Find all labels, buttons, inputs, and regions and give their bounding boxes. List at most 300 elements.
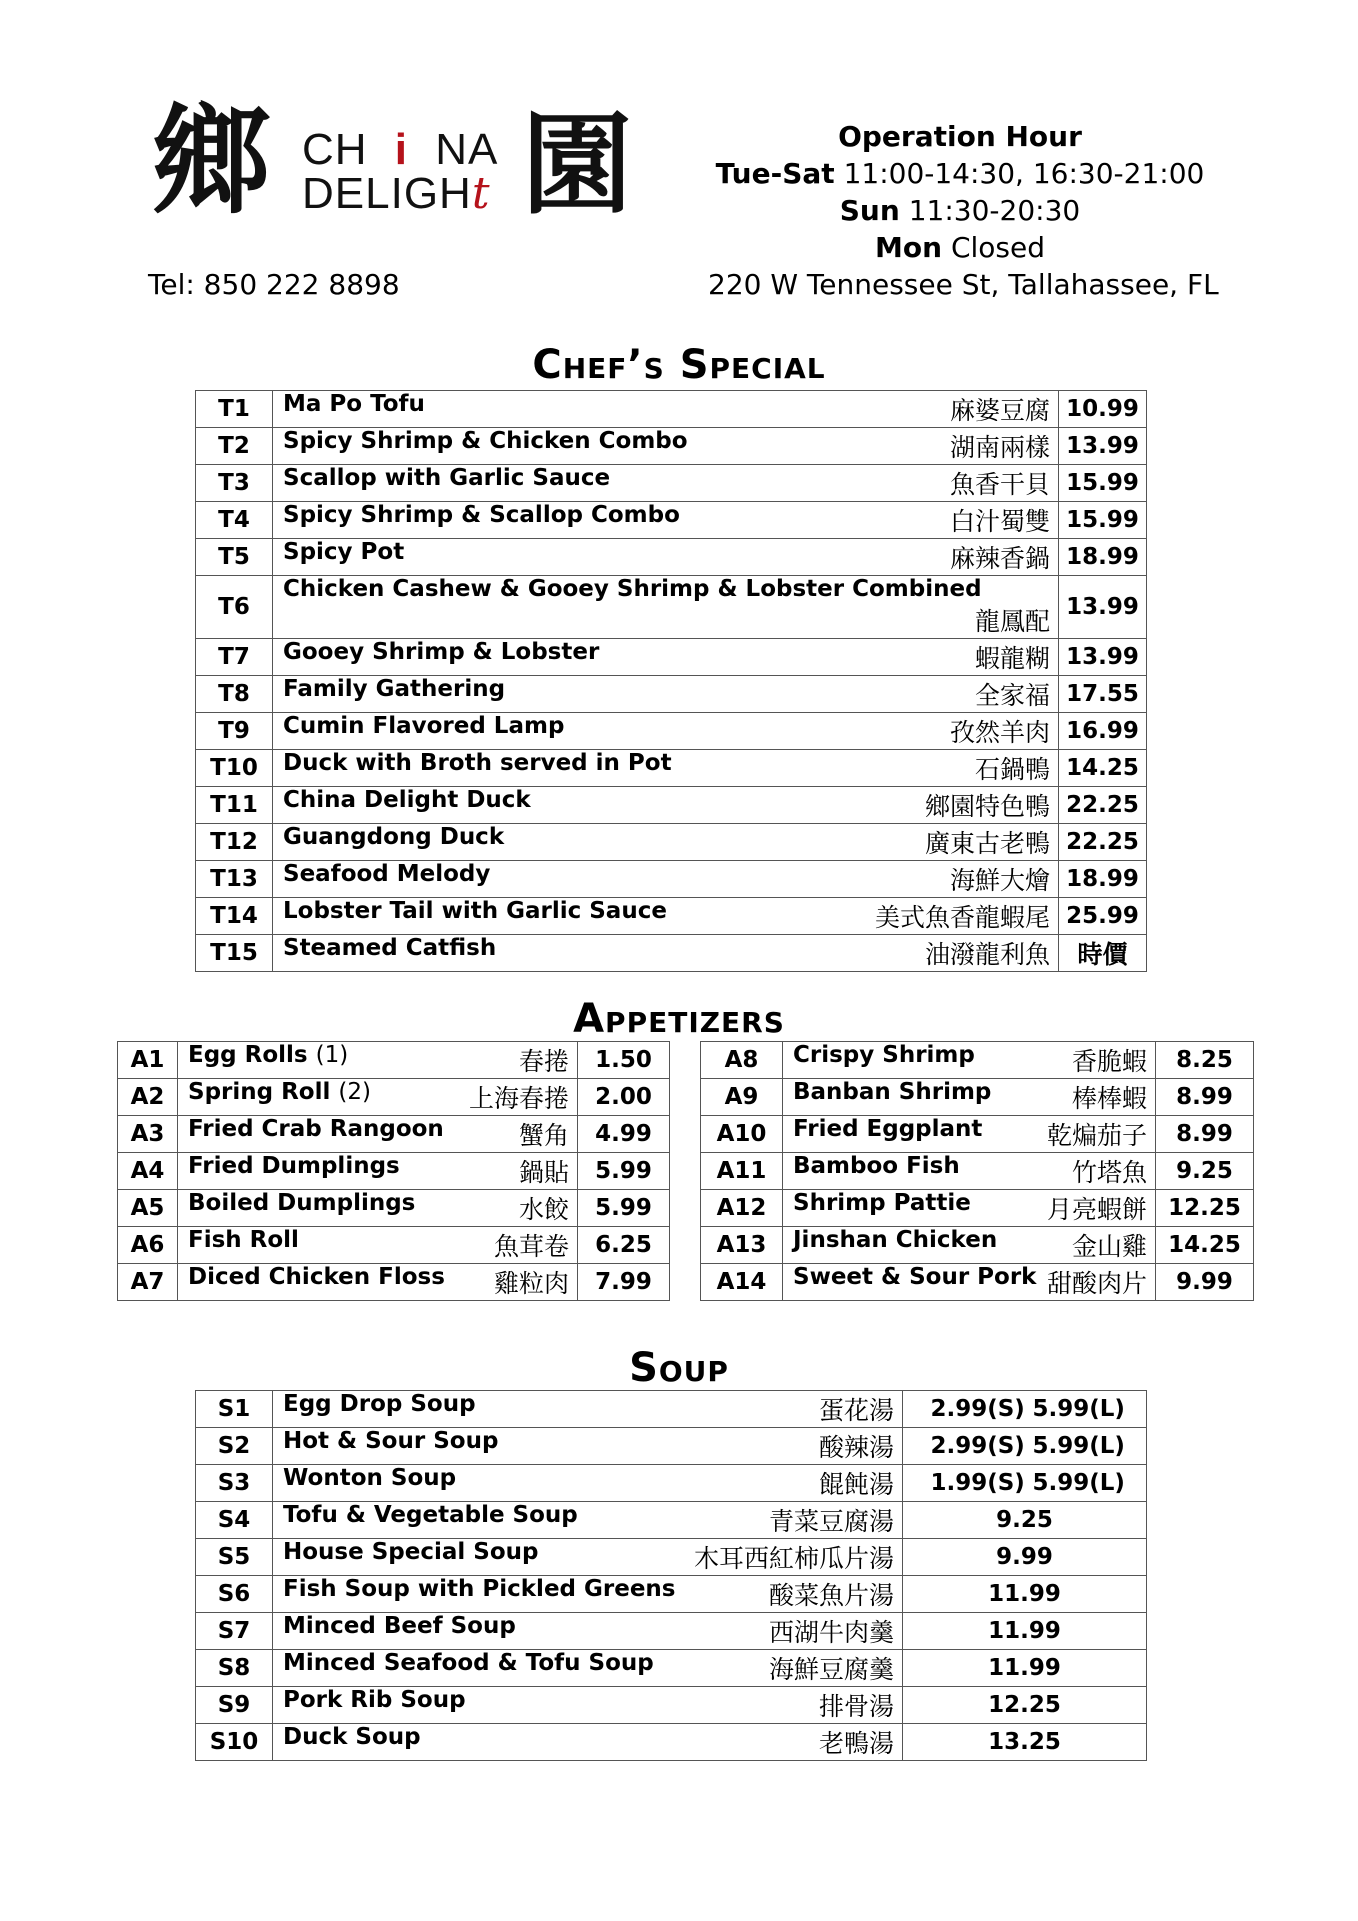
item-code: S1 [196,1391,273,1428]
item-name-cell [273,428,1059,465]
item-code: A2 [118,1079,178,1116]
item-price-cell [903,1502,1147,1539]
item-price: 13.99 [1066,644,1139,670]
item-code: A14 [701,1264,783,1301]
item-chinese-name: 蟹角 [518,1121,569,1150]
menu-row [196,465,1147,502]
item-name-cell [783,1227,1156,1264]
item-price: 5.99 [595,1195,652,1221]
item-code: T14 [196,898,273,935]
item-price: 15.99 [1066,470,1139,496]
item-price-cell [1059,465,1147,502]
item-code: T9 [196,713,273,750]
hours-title: Operation Hour [838,120,1082,153]
item-name-cell [273,935,1059,972]
item-chinese-name: 魚香干貝 [949,470,1050,499]
item-name-cell [273,1613,903,1650]
item-code: S2 [196,1428,273,1465]
menu-row [196,502,1147,539]
menu-row [196,750,1147,787]
menu-row [196,1724,1147,1761]
item-price-cell [903,1465,1147,1502]
item-price-cell [1059,539,1147,576]
menu-row [196,428,1147,465]
item-name: Family Gathering [283,676,506,702]
menu-row [196,861,1147,898]
hours-tue-sat-time: 11:00-14:30, 16:30-21:00 [843,157,1205,190]
item-name: Crispy Shrimp [793,1042,975,1068]
item-price-cell [578,1264,670,1301]
logo-char-right: 園 [522,100,632,229]
item-price: 12.25 [988,1692,1061,1718]
item-price: 4.99 [595,1121,652,1147]
menu-row [118,1116,670,1153]
item-name: House Special Soup [283,1539,539,1565]
item-code: S4 [196,1502,273,1539]
item-code: T5 [196,539,273,576]
logo-line-2 [302,168,491,219]
item-name: Seafood Melody [283,861,491,887]
item-chinese-name: 蛋花湯 [818,1396,894,1425]
item-name-cell [178,1116,578,1153]
hours-tue-sat-day: Tue-Sat [715,157,835,190]
item-name-cell [273,539,1059,576]
item-price-large: 5.99(L) [1032,1433,1125,1459]
item-code: A8 [701,1042,783,1079]
item-name-cell [783,1116,1156,1153]
item-code: S8 [196,1650,273,1687]
item-name: Pork Rib Soup [283,1687,466,1713]
item-code: S10 [196,1724,273,1761]
chefs-special-title: Chef’s Special [532,342,826,388]
item-chinese-name: 酸辣湯 [818,1433,894,1462]
menu-row [196,824,1147,861]
item-chinese-name: 月亮蝦餅 [1046,1195,1147,1224]
item-price-cell [578,1227,670,1264]
item-chinese-name: 海鮮豆腐羹 [768,1655,894,1684]
item-chinese-name: 金山雞 [1071,1232,1147,1261]
item-name: Guangdong Duck [283,824,505,850]
item-name-cell [273,1724,903,1761]
item-price-cell [1059,639,1147,676]
item-price: 15.99 [1066,507,1139,533]
item-name-cell [178,1227,578,1264]
item-price: 7.99 [595,1269,652,1295]
menu-row [196,576,1147,639]
menu-row [196,1502,1147,1539]
item-price: 18.99 [1066,544,1139,570]
item-code: T8 [196,676,273,713]
menu-row [701,1227,1254,1264]
logo-i: i [394,125,409,174]
item-chinese-name: 湖南兩樣 [949,433,1050,462]
item-code: T6 [196,576,273,639]
appetizers-title: Appetizers [573,996,785,1042]
item-name: Diced Chicken Floss [188,1264,445,1290]
item-chinese-name: 魚茸卷 [493,1232,569,1261]
item-name-cell [273,1502,903,1539]
item-name: Scallop with Garlic Sauce [283,465,611,491]
menu-row [196,1576,1147,1613]
menu-row [701,1153,1254,1190]
item-chinese-name: 孜然羊肉 [949,718,1050,747]
menu-row [701,1264,1254,1301]
item-chinese-name: 海鮮大燴 [949,866,1050,895]
item-price: 11.99 [988,1618,1061,1644]
item-chinese-name: 酸菜魚片湯 [768,1581,894,1610]
hours-mon-day: Mon [874,231,943,264]
item-name-cell [273,576,1059,639]
item-name: Spicy Shrimp & Chicken Combo [283,428,688,454]
item-chinese-name: 鄉園特色鴨 [924,792,1050,821]
item-name: Duck with Broth served in Pot [283,750,672,776]
item-code: T4 [196,502,273,539]
item-code: A4 [118,1153,178,1190]
item-chinese-name: 上海春捲 [468,1084,569,1113]
menu-row [196,391,1147,428]
menu-row [196,787,1147,824]
menu-row [701,1042,1254,1079]
item-name: Duck Soup [283,1724,421,1750]
item-name: Fish Soup with Pickled Greens [283,1576,676,1602]
item-name: Spicy Pot [283,539,405,565]
logo-na: NA [435,125,499,174]
soup-table [195,1390,1147,1761]
item-name: Ma Po Tofu [283,391,425,417]
item-price: 13.99 [1066,594,1139,620]
menu-row [118,1190,670,1227]
item-price-cell [903,1724,1147,1761]
item-code: T7 [196,639,273,676]
item-chinese-name: 龍鳳配 [974,607,1050,636]
item-price-cell [1059,713,1147,750]
item-name: Fish Roll [188,1227,299,1253]
item-name-cell [273,1465,903,1502]
item-price-cell [1059,898,1147,935]
menu-row [196,713,1147,750]
menu-row [701,1079,1254,1116]
item-price-cell [1059,750,1147,787]
appetizers-right-table [700,1041,1254,1301]
item-price-cell [903,1576,1147,1613]
menu-row [196,898,1147,935]
item-price: 17.55 [1066,681,1139,707]
logo-delight: DELIGH [302,169,472,218]
item-name: China Delight Duck [283,787,531,813]
menu-row [118,1227,670,1264]
menu-row [196,1687,1147,1724]
item-name-cell [178,1079,578,1116]
item-price: 14.25 [1168,1232,1241,1258]
item-name-cell [783,1042,1156,1079]
item-chinese-name: 石鍋鴨 [974,755,1050,784]
logo-ch: CH [302,125,368,174]
item-name: Egg Drop Soup [283,1391,476,1417]
item-name: Minced Seafood & Tofu Soup [283,1650,654,1676]
item-price-cell [578,1190,670,1227]
item-price-cell [903,1428,1147,1465]
item-name-cell [273,639,1059,676]
logo-char-left: 鄉 [152,91,271,230]
item-code: A7 [118,1264,178,1301]
menu-row [118,1264,670,1301]
item-price-cell [903,1391,1147,1428]
item-name-cell [273,898,1059,935]
menu-row [701,1116,1254,1153]
item-code: A1 [118,1042,178,1079]
item-price: 14.25 [1066,755,1139,781]
item-price-small: 2.99(S) [930,1396,1025,1422]
item-name: Chicken Cashew & Gooey Shrimp & Lobster Combined [283,576,982,602]
menu-row [118,1079,670,1116]
item-name: Lobster Tail with Garlic Sauce [283,898,667,924]
item-price-cell [1156,1042,1254,1079]
item-qty: (2) [338,1079,371,1105]
item-code: T13 [196,861,273,898]
item-name: Fried Dumplings [188,1153,400,1179]
item-price-cell [903,1613,1147,1650]
item-price: 時價 [1077,940,1128,969]
item-name-cell [273,750,1059,787]
item-chinese-name: 雞粒肉 [493,1269,569,1298]
item-price-cell [1156,1227,1254,1264]
item-code: T3 [196,465,273,502]
item-name: Banban Shrimp [793,1079,992,1105]
item-name-cell [178,1153,578,1190]
item-price-cell [1059,576,1147,639]
item-name: Bamboo Fish [793,1153,960,1179]
item-name: Sweet & Sour Pork [793,1264,1037,1290]
item-price: 13.25 [988,1729,1061,1755]
item-price-cell [578,1079,670,1116]
item-chinese-name: 餛飩湯 [818,1470,894,1499]
item-price-small: 1.99(S) [930,1470,1025,1496]
item-name-cell [273,1650,903,1687]
item-price: 9.25 [996,1507,1053,1533]
menu-row [196,676,1147,713]
item-code: S5 [196,1539,273,1576]
item-price-cell [1059,935,1147,972]
item-chinese-name: 木耳西紅柿瓜片湯 [693,1544,894,1573]
item-name-cell [273,1391,903,1428]
menu-row [196,1428,1147,1465]
item-price-cell [578,1153,670,1190]
item-name: Egg Rolls [188,1042,308,1068]
item-name: Spring Roll [188,1079,331,1105]
item-price-small: 2.99(S) [930,1433,1025,1459]
menu-row [701,1190,1254,1227]
item-name-cell [273,1539,903,1576]
item-chinese-name: 西湖牛肉羹 [768,1618,894,1647]
item-price-cell [578,1116,670,1153]
item-name: Shrimp Pattie [793,1190,971,1216]
item-code: S7 [196,1613,273,1650]
item-price: 13.99 [1066,433,1139,459]
item-price-cell [1059,391,1147,428]
menu-row [196,1613,1147,1650]
item-chinese-name: 鍋貼 [518,1158,569,1187]
logo-line-1 [302,125,499,174]
item-price: 22.25 [1066,792,1139,818]
item-price: 2.00 [595,1084,652,1110]
item-price-cell [1059,502,1147,539]
item-name-cell [273,391,1059,428]
item-chinese-name: 美式魚香龍蝦尾 [874,903,1050,932]
item-name-cell [783,1079,1156,1116]
chefs-special-table [195,390,1147,972]
item-price: 22.25 [1066,829,1139,855]
item-price-cell [903,1650,1147,1687]
item-chinese-name: 麻辣香鍋 [949,544,1050,573]
item-price: 1.50 [595,1047,652,1073]
item-price: 5.99 [595,1158,652,1184]
item-price-cell [1156,1190,1254,1227]
item-name: Fried Crab Rangoon [188,1116,444,1142]
item-name: Minced Beef Soup [283,1613,516,1639]
phone-number: Tel: 850 222 8898 [148,268,400,301]
item-name: Jinshan Chicken [793,1227,998,1253]
item-code: T2 [196,428,273,465]
operation-hours [690,118,1230,266]
item-name: Steamed Catfish [283,935,497,961]
address: 220 W Tennessee St, Tallahassee, FL [708,268,1219,301]
menu-row [196,639,1147,676]
item-chinese-name: 乾煸茄子 [1046,1121,1147,1150]
item-chinese-name: 香脆蝦 [1071,1047,1147,1076]
item-price: 16.99 [1066,718,1139,744]
item-code: S6 [196,1576,273,1613]
item-name-cell [178,1264,578,1301]
item-code: A3 [118,1116,178,1153]
item-name-cell [273,465,1059,502]
item-name-cell [178,1042,578,1079]
item-chinese-name: 竹塔魚 [1071,1158,1147,1187]
hours-mon-time: Closed [950,231,1045,264]
item-chinese-name: 老鴨湯 [818,1729,894,1758]
item-price-cell [1059,428,1147,465]
menu-row [196,1391,1147,1428]
item-chinese-name: 青菜豆腐湯 [768,1507,894,1536]
item-chinese-name: 蝦龍糊 [974,644,1050,673]
item-chinese-name: 全家福 [974,681,1050,710]
item-price-cell [903,1687,1147,1724]
item-chinese-name: 排骨湯 [818,1692,894,1721]
item-price-large: 5.99(L) [1032,1470,1125,1496]
item-chinese-name: 春捲 [518,1047,569,1076]
menu-row [196,539,1147,576]
logo-t: t [471,168,491,219]
hours-sun-day: Sun [839,194,900,227]
item-code: A13 [701,1227,783,1264]
item-price-cell [1059,824,1147,861]
item-price: 9.99 [996,1544,1053,1570]
item-price: 9.25 [1176,1158,1233,1184]
item-name-cell [178,1190,578,1227]
item-name-cell [273,1576,903,1613]
item-chinese-name: 麻婆豆腐 [949,396,1050,425]
item-chinese-name: 水餃 [518,1195,569,1224]
item-name-cell [273,502,1059,539]
item-price-cell [1156,1153,1254,1190]
item-name-cell [783,1264,1156,1301]
item-price-cell [1059,861,1147,898]
item-name: Gooey Shrimp & Lobster [283,639,600,665]
item-price-cell [903,1539,1147,1576]
item-price-cell [1156,1116,1254,1153]
item-price-cell [578,1042,670,1079]
item-price: 25.99 [1066,903,1139,929]
item-code: A11 [701,1153,783,1190]
item-price: 11.99 [988,1655,1061,1681]
item-code: T15 [196,935,273,972]
item-name: Cumin Flavored Lamp [283,713,565,739]
item-price-large: 5.99(L) [1032,1396,1125,1422]
item-price: 10.99 [1066,396,1139,422]
item-price: 8.99 [1176,1084,1233,1110]
item-chinese-name: 棒棒蝦 [1071,1084,1147,1113]
item-name-cell [273,1687,903,1724]
item-code: S3 [196,1465,273,1502]
item-name: Hot & Sour Soup [283,1428,499,1454]
item-code: A6 [118,1227,178,1264]
item-name-cell [273,713,1059,750]
item-name-cell [273,787,1059,824]
item-name-cell [273,1428,903,1465]
item-chinese-name: 廣東古老鴨 [924,829,1050,858]
item-qty: (1) [315,1042,349,1068]
item-price: 11.99 [988,1581,1061,1607]
item-code: A10 [701,1116,783,1153]
item-price: 8.25 [1176,1047,1233,1073]
hours-sun-time: 11:30-20:30 [908,194,1081,227]
item-code: A9 [701,1079,783,1116]
item-name-cell [783,1190,1156,1227]
menu-row [196,1539,1147,1576]
item-code: T12 [196,824,273,861]
item-code: A5 [118,1190,178,1227]
menu-row [118,1153,670,1190]
item-chinese-name: 白汁蜀雙 [949,507,1050,536]
item-name-cell [783,1153,1156,1190]
item-price-cell [1059,676,1147,713]
soup-title: Soup [629,1345,729,1391]
appetizers-left-table [117,1041,670,1301]
item-name: Spicy Shrimp & Scallop Combo [283,502,680,528]
item-chinese-name: 油潑龍利魚 [924,940,1050,969]
menu-row [196,935,1147,972]
menu-row [118,1042,670,1079]
item-name-cell [273,861,1059,898]
menu-row [196,1650,1147,1687]
item-name: Fried Eggplant [793,1116,983,1142]
item-price: 8.99 [1176,1121,1233,1147]
item-code: T11 [196,787,273,824]
item-code: A12 [701,1190,783,1227]
item-code: T10 [196,750,273,787]
item-name: Tofu & Vegetable Soup [283,1502,578,1528]
item-price: 18.99 [1066,866,1139,892]
item-code: T1 [196,391,273,428]
item-name-cell [273,676,1059,713]
item-price: 12.25 [1168,1195,1241,1221]
item-name: Boiled Dumplings [188,1190,416,1216]
item-price: 9.99 [1176,1269,1233,1295]
item-price: 6.25 [595,1232,652,1258]
item-code: S9 [196,1687,273,1724]
item-price-cell [1156,1264,1254,1301]
item-chinese-name: 甜酸肉片 [1046,1269,1147,1298]
item-name-cell [273,824,1059,861]
